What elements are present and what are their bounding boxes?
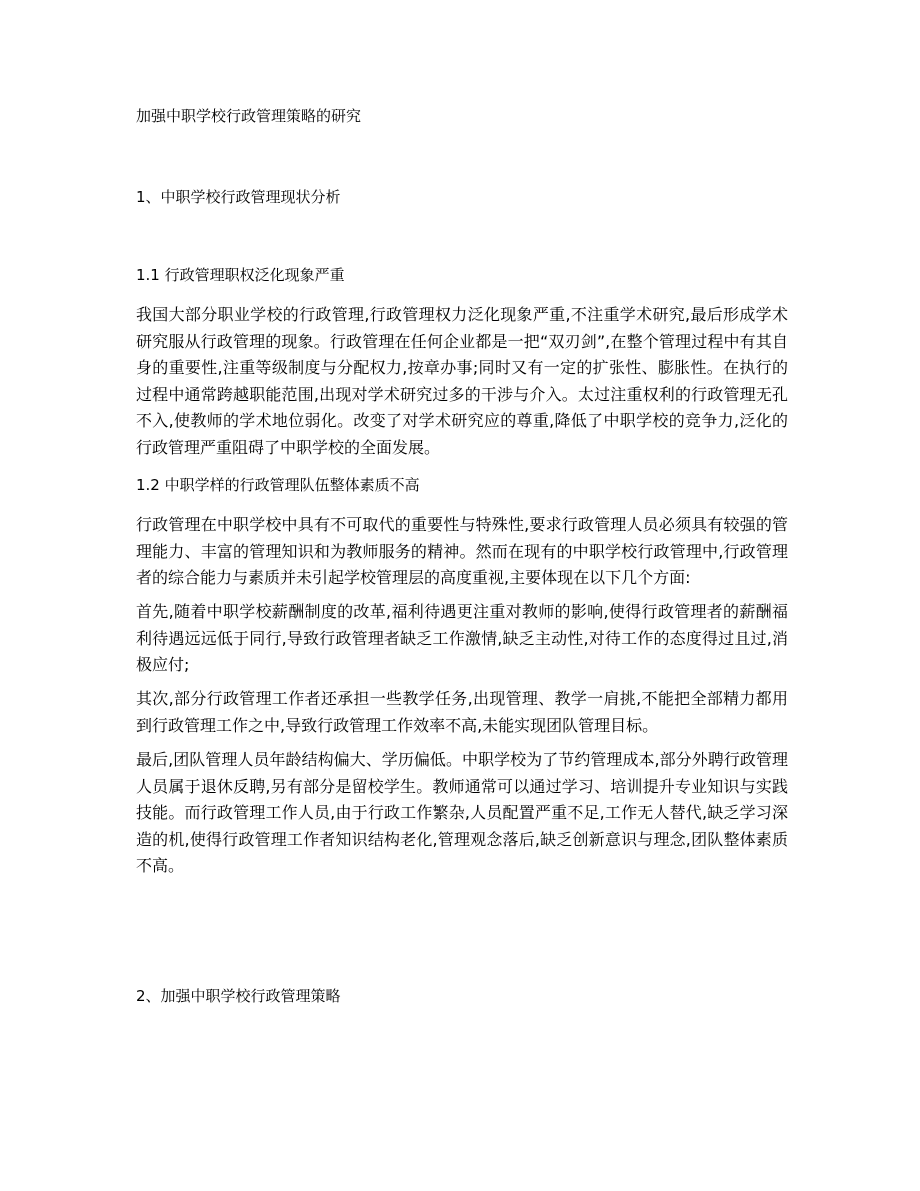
subsection-1-1-heading: 1.1 行政管理职权泛化现象严重 (136, 266, 345, 284)
subsection-1-2-paragraph-last: 最后,团队管理人员年龄结构偏大、学历偏低。中职学校为了节约管理成本,部分外聘行政管理人员属于退休反聘,另有部分是留校学生。教师通常可以通过学习、培训提升专业知识与实践技能。而行政管理工作人员,由于行政工作繁杂,人员配置严重不足,工作无人替代,缺乏学习深造的机,使得行政管理工作者知识结构老化,管理观念落后,缺乏创新意识与理念,团队整体素质不高。 (136, 750, 788, 875)
subsection-1-1-paragraph: 我国大部分职业学校的行政管理,行政管理权力泛化现象严重,不注重学术研究,最后形成学术研究服从行政管理的现象。行政管理在任何企业都是一把“双刃剑”,在整个管理过程中有其自身的重要性,注重等级制度与分配权力,按章办事;同时又有一定的扩张性、膨胀性。在执行的过程中通常跨越职能范围,出现对学术研究过多的干涉与介入。太过注重权利的行政管理无孔不入,使教师的学术地位弱化。改变了对学术研究应的尊重,降低了中职学校的竞争力,泛化的行政管理严重阻碍了中职学校的全面发展。 (136, 305, 788, 457)
subsection-1-2-paragraph-intro: 行政管理在中职学校中具有不可取代的重要性与特殊性,要求行政管理人员必须具有较强的管理能力、丰富的管理知识和为教师服务的精神。然而在现有的中职学校行政管理中,行政管理者的综合能力与素质并未引起学校管理层的高度重视,主要体现在以下几个方面: (136, 515, 788, 587)
subsection-1-2-heading: 1.2 中职学样的行政管理队伍整体素质不高 (136, 476, 420, 494)
document-title: 加强中职学校行政管理策略的研究 (136, 107, 362, 125)
section-2-heading: 2、加强中职学校行政管理策略 (136, 987, 341, 1005)
subsection-1-2-paragraph-first: 首先,随着中职学校薪酬制度的改革,福利待遇更注重对教师的影响,使得行政管理者的薪酬福利待遇远远低于同行,导致行政管理者缺乏工作激情,缺乏主动性,对待工作的态度得过且过,消极应付; (136, 602, 788, 674)
section-1-heading: 1、中职学校行政管理现状分析 (136, 188, 341, 206)
subsection-1-2-paragraph-second: 其次,部分行政管理工作者还承担一些教学任务,出现管理、教学一肩挑,不能把全部精力都用到行政管理工作之中,导致行政管理工作效率不高,未能实现团队管理目标。 (136, 689, 788, 735)
